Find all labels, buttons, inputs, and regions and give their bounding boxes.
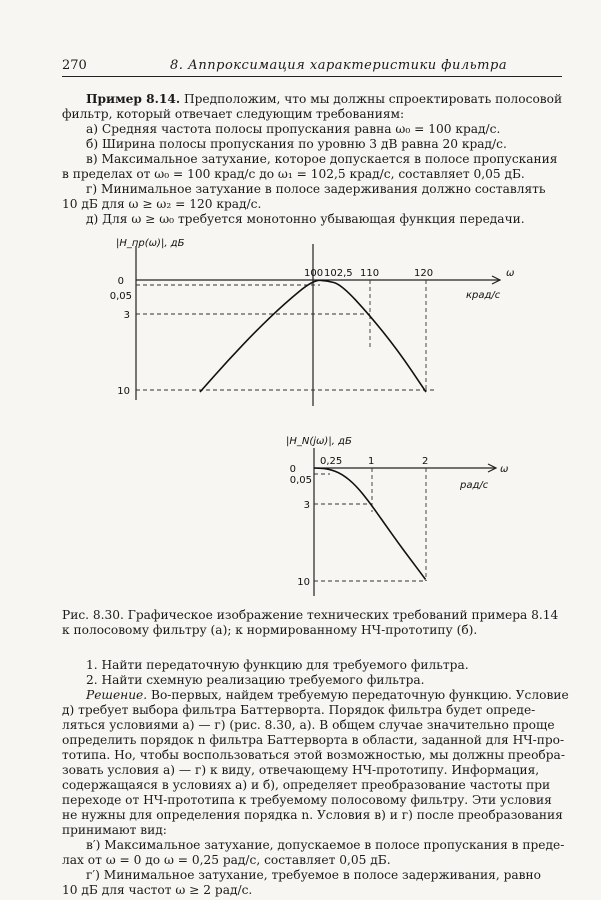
chart-b-xlabel: ω [500,464,509,475]
chart-a-xtick-100: 100 [304,268,324,279]
chapter-title: 8. Аппроксимация характеристики фильтра [170,58,508,73]
chart-a-xtick-120: 120 [414,268,434,279]
chart-b-ytick-005: 0,05 [289,475,312,486]
figure-caption-line-2: к полосовому фильтру (а); к нормированному НЧ-прототипу (б). [62,623,478,637]
chart-b-ytick-10: 10 [297,577,310,588]
solution-line-6: зовать условия а) — г) к виду, отвечающему НЧ-прототипу. Информация, [62,763,540,777]
example-label: Пример 8.14. [86,92,181,106]
requirement-g-line-2: 10 дБ для ω ≥ ω₂ = 120 крад/с. [62,197,262,211]
requirement-v-line-2: в пределах от ω₀ = 100 крад/с до ω₁ = 102,5 крад/с, составляет 0,05 дБ. [62,167,525,181]
example-intro-line-1: Пример 8.14. Предположим, что мы должны спроектировать полосовой [86,92,563,106]
solution-line-10: принимают вид: [62,823,167,837]
chart-a [109,238,520,410]
requirement-g-line-1: г) Минимальное затухание в полосе задерживания должно составлять [86,182,546,196]
step-2: 2. Найти схемную реализацию требуемого фильтра. [86,673,425,687]
condition-v-line-1: в′) Максимальное затухание, допускаемое в полосе пропускания в преде- [86,838,565,852]
chart-a-xtick-110: 110 [360,268,380,279]
solution-label: Решение. [86,688,148,702]
example-intro-line-2: фильтр, который отвечает следующим требованиям: [62,107,405,121]
chart-b-ytick-3: 3 [303,500,310,511]
solution-line-3: ляться условиями а) — г) (рис. 8.30, а). В общем случае значительно проще [62,718,555,732]
chart-a-ytick-0: 0 [117,276,124,287]
solution-line-7: содержащаяся в условиях а) и б), определяет преобразование частоты при [62,778,551,792]
chart-b-xtick-2: 2 [422,456,429,467]
step-1: 1. Найти передаточную функцию для требуемого фильтра. [86,658,469,672]
solution-line-5: тотипа. Но, чтобы воспользоваться этой возможностью, мы должны преобра- [62,748,565,762]
chart-b-curve [314,468,426,580]
running-header [62,56,562,77]
requirement-d: д) Для ω ≥ ω₀ требуется монотонно убывающая функция передачи. [86,212,525,226]
figure-caption-line-1: Рис. 8.30. Графическое изображение технических требований примера 8.14 [62,608,559,622]
requirement-a: а) Средняя частота полосы пропускания равна ω₀ = 100 крад/с. [86,122,501,136]
condition-g-line-2: 10 дБ для частот ω ≥ 2 рад/с. [62,883,253,897]
chart-b-x-unit: рад/с [460,480,489,491]
chart-a-ylabel: |H_пр(ω)|, дБ [116,238,185,249]
condition-v-line-2: лах от ω = 0 до ω = 0,25 рад/с, составляет 0,05 дБ. [62,853,391,867]
solution-line-1: Решение. Во-первых, найдем требуемую передаточную функцию. Условие [86,688,569,702]
solution-line-2: д) требует выбора фильтра Баттерворта. Порядок фильтра будет опреде- [62,703,536,717]
chart-a-ytick-3: 3 [123,310,130,321]
chart-a-xtick-102-5: 102,5 [324,268,353,279]
solution-line-8: переходе от НЧ-прототипа к требуемому полосовому фильтру. Эти условия [62,793,552,807]
chart-a-x-unit: крад/с [466,290,501,301]
solution-line-9: не нужны для определения порядка n. Условия в) и г) после преобразования [62,808,563,822]
requirement-v-line-1: в) Максимальное затухание, которое допускается в полосе пропускания [86,152,558,166]
chart-b-xtick-1: 1 [368,456,375,467]
chart-a-ytick-005: 0,05 [109,291,132,302]
chart-b-xtick-025: 0,25 [320,456,343,467]
chart-b [280,428,520,598]
chart-b-ylabel: |H_N(jω)|, дБ [286,436,352,447]
chart-b-ytick-0: 0 [289,464,296,475]
requirement-b: б) Ширина полосы пропускания по уровню 3 дВ равна 20 крад/с. [86,137,507,151]
chart-a-ytick-10: 10 [117,386,130,397]
page-number: 270 [62,58,87,73]
chart-a-xlabel: ω [506,268,515,279]
solution-line-4: определить порядок n фильтра Баттерворта в области, заданной для НЧ-про- [62,733,565,747]
condition-g-line-1: г′) Минимальное затухание, требуемое в полосе задерживания, равно [86,868,542,882]
